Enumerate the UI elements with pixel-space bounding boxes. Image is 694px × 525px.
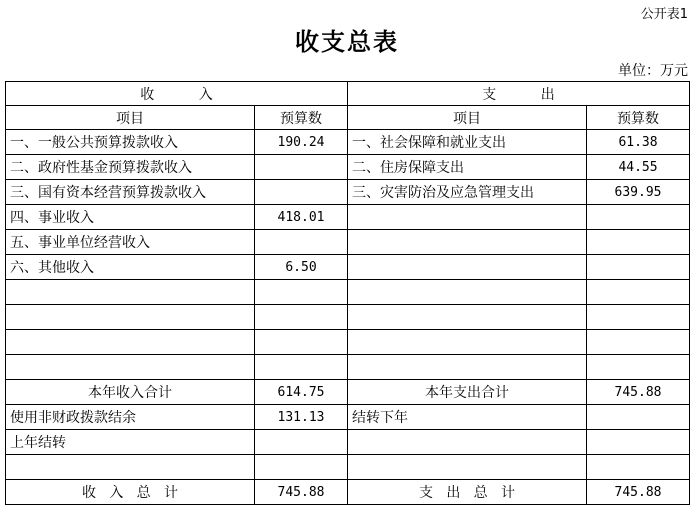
income-item-cell: [6, 455, 255, 480]
expense-item-cell: [348, 355, 587, 380]
income-item-cell: 使用非财政拨款结余: [6, 405, 255, 430]
page-title: 收支总表: [295, 28, 399, 56]
expense-value-cell: [587, 405, 690, 430]
expense-value-cell: [587, 230, 690, 255]
income-item-cell: [6, 355, 255, 380]
income-item-cell: 六、其他收入: [6, 255, 255, 280]
expense-value-cell: 639.95: [587, 180, 690, 205]
expense-item-cell: [348, 455, 587, 480]
budget-table: [5, 81, 690, 505]
expense-item-cell: 一、社会保障和就业支出: [348, 130, 587, 155]
grand-income-total-value: 745.88: [255, 480, 348, 505]
expense-item-cell: 二、住房保障支出: [348, 155, 587, 180]
year-expense-total-label: 本年支出合计: [348, 380, 587, 405]
expense-value-cell: 61.38: [587, 130, 690, 155]
income-section-header: 收 入: [6, 82, 348, 106]
expense-value-cell: [587, 455, 690, 480]
column-header-row: [6, 106, 690, 130]
expense-item-cell: [348, 280, 587, 305]
table-row: [6, 330, 690, 355]
income-value-cell: [255, 330, 348, 355]
expense-item-cell: 结转下年: [348, 405, 587, 430]
income-value-cell: [255, 455, 348, 480]
expense-item-header: 项目: [348, 106, 587, 130]
income-item-cell: 四、事业收入: [6, 205, 255, 230]
income-item-cell: [6, 280, 255, 305]
income-item-cell: 一、一般公共预算拨款收入: [6, 130, 255, 155]
expense-value-cell: [587, 430, 690, 455]
income-item-cell: [6, 305, 255, 330]
income-value-cell: 6.50: [255, 255, 348, 280]
income-item-cell: [6, 330, 255, 355]
income-budget-header: 预算数: [255, 106, 348, 130]
expense-value-cell: 44.55: [587, 155, 690, 180]
expense-section-header: 支 出: [348, 82, 690, 106]
expense-value-cell: [587, 305, 690, 330]
expense-item-cell: [348, 230, 587, 255]
income-item-cell: 上年结转: [6, 430, 255, 455]
expense-value-cell: [587, 330, 690, 355]
table-row: [6, 455, 690, 480]
unit-label: 单位：万元: [618, 63, 688, 79]
year-totals-row: [6, 380, 690, 405]
form-number-label: 公开表1: [640, 7, 688, 22]
table-row: [6, 405, 690, 430]
grand-totals-row: [6, 480, 690, 505]
table-row: [6, 230, 690, 255]
year-expense-total-value: 745.88: [587, 380, 690, 405]
expense-item-cell: 三、灾害防治及应急管理支出: [348, 180, 587, 205]
expense-value-cell: [587, 355, 690, 380]
income-value-cell: [255, 280, 348, 305]
table-row: [6, 255, 690, 280]
table-row: [6, 355, 690, 380]
income-value-cell: [255, 180, 348, 205]
table-row: [6, 155, 690, 180]
year-income-total-value: 614.75: [255, 380, 348, 405]
table-row: [6, 305, 690, 330]
income-value-cell: [255, 305, 348, 330]
expense-budget-header: 预算数: [587, 106, 690, 130]
expense-value-cell: [587, 255, 690, 280]
expense-item-cell: [348, 330, 587, 355]
grand-income-total-label: 收 入 总 计: [6, 480, 255, 505]
income-value-cell: [255, 155, 348, 180]
grand-expense-total-label: 支 出 总 计: [348, 480, 587, 505]
expense-item-cell: [348, 430, 587, 455]
income-value-cell: [255, 230, 348, 255]
expense-value-cell: [587, 280, 690, 305]
table-row: [6, 205, 690, 230]
expense-item-cell: [348, 205, 587, 230]
income-item-cell: 三、国有资本经营预算拨款收入: [6, 180, 255, 205]
expense-item-cell: [348, 255, 587, 280]
expense-item-cell: [348, 305, 587, 330]
income-value-cell: [255, 430, 348, 455]
income-value-cell: 190.24: [255, 130, 348, 155]
table-row: [6, 280, 690, 305]
table-row: [6, 180, 690, 205]
table-row: [6, 430, 690, 455]
income-value-cell: 131.13: [255, 405, 348, 430]
income-value-cell: [255, 355, 348, 380]
expense-value-cell: [587, 205, 690, 230]
year-income-total-label: 本年收入合计: [6, 380, 255, 405]
income-value-cell: 418.01: [255, 205, 348, 230]
table-row: [6, 130, 690, 155]
income-item-cell: 五、事业单位经营收入: [6, 230, 255, 255]
grand-expense-total-value: 745.88: [587, 480, 690, 505]
income-item-header: 项目: [6, 106, 255, 130]
section-header-row: [6, 82, 690, 106]
income-item-cell: 二、政府性基金预算拨款收入: [6, 155, 255, 180]
budget-table-body: [6, 82, 690, 505]
